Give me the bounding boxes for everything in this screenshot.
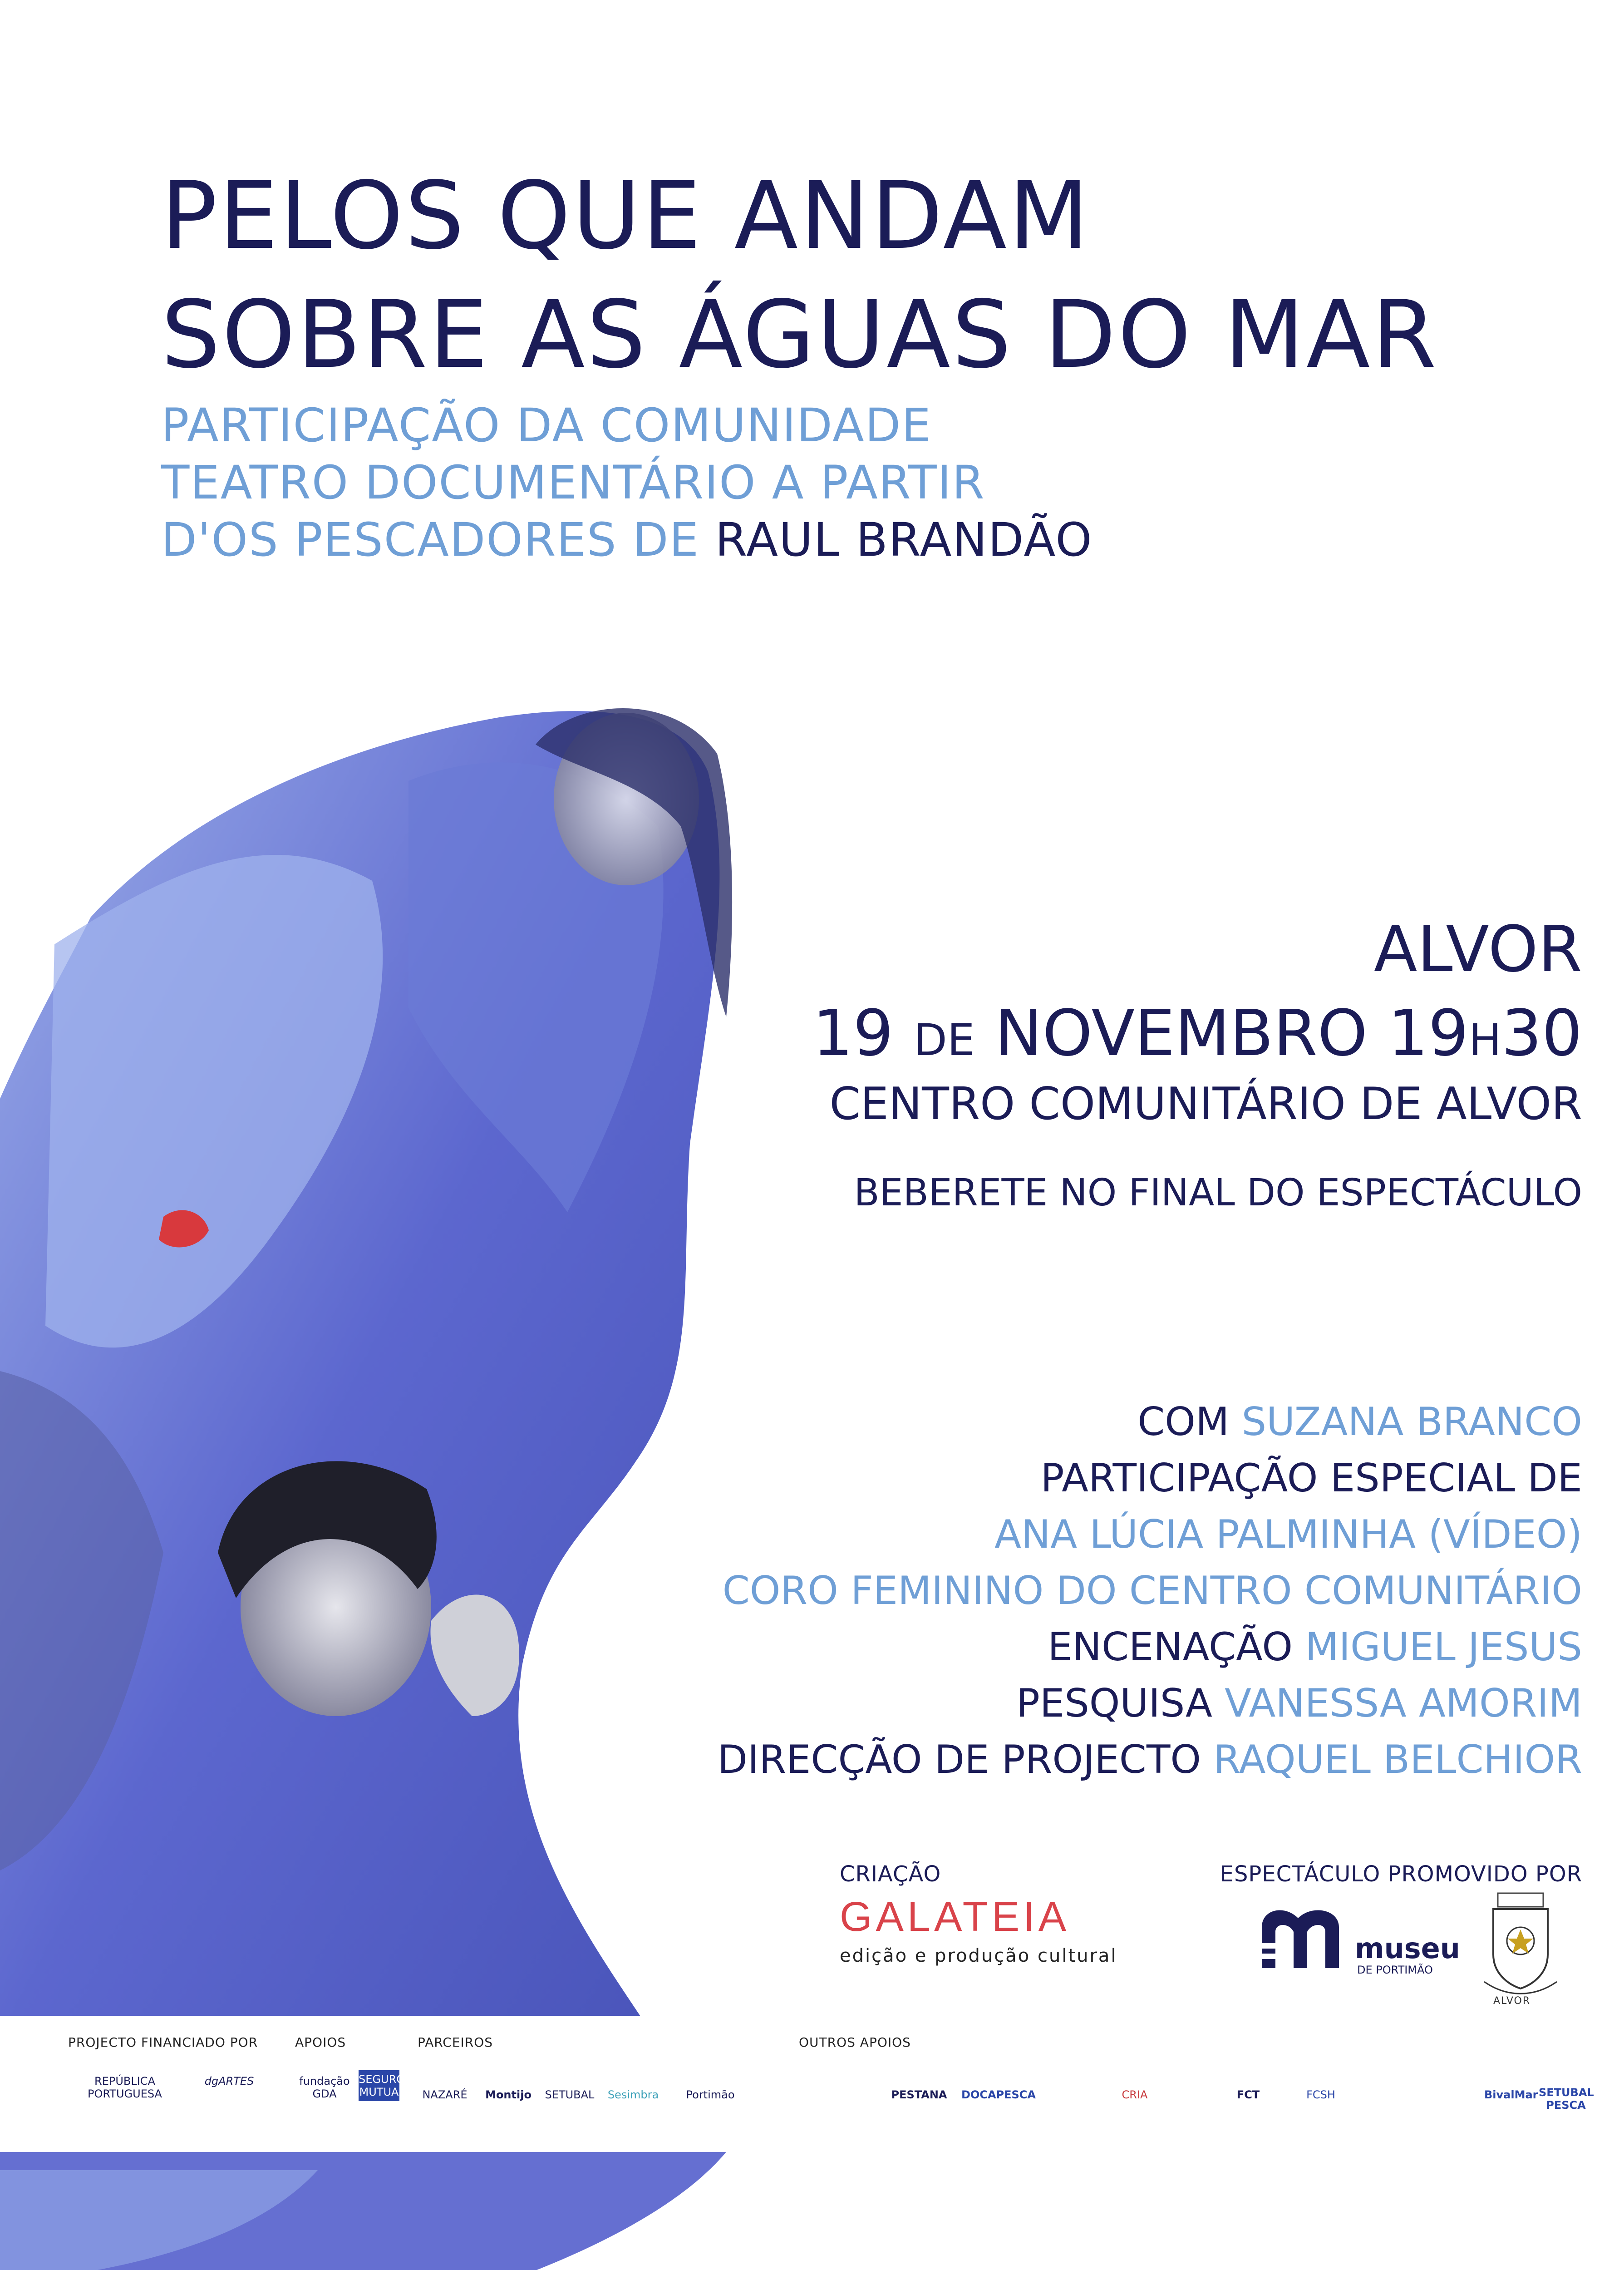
author-name: RAUL BRANDÃO	[715, 513, 1093, 567]
promoted-label: ESPECTÁCULO PROMOVIDO POR	[1220, 1861, 1582, 1887]
event-day: 19	[812, 997, 894, 1071]
event-hour: 19	[1388, 997, 1469, 1071]
cria-logo: CRIA	[1122, 2088, 1148, 2101]
event-de: DE	[913, 1015, 975, 1066]
fcsh-logo: FCSH	[1306, 2088, 1335, 2101]
setubal-logo: SETUBAL	[545, 2088, 595, 2101]
museum-logo-icon	[1257, 1900, 1348, 1973]
project-label: DIRECÇÃO DE PROJECTO	[717, 1737, 1201, 1782]
galateia-tagline: edição e produção cultural	[840, 1945, 1117, 1966]
partners-label: PARCEIROS	[418, 2035, 493, 2050]
dgartes-logo: dgARTES	[204, 2075, 254, 2087]
cast-name: SUZANA BRANCO	[1241, 1399, 1582, 1445]
credit-project	[718, 1732, 1582, 1788]
event-h: H	[1468, 1015, 1501, 1066]
sesimbra-logo: Sesimbra	[607, 2088, 659, 2101]
other-support-label: OUTROS APOIOS	[799, 2035, 911, 2050]
poster-subtitle	[161, 397, 1093, 569]
alvor-crest-icon	[1475, 1891, 1566, 2000]
supports-label: APOIOS	[295, 2035, 346, 2050]
title-line-2: SOBRE AS ÁGUAS DO MAR	[161, 281, 1438, 389]
cast-label: COM	[1137, 1399, 1230, 1445]
museum-sub: DE PORTIMÃO	[1357, 1964, 1433, 1976]
creation-label: CRIAÇÃO	[840, 1861, 941, 1887]
galateia-logo: GALATEIA	[840, 1894, 1070, 1940]
republica-logo: REPÚBLICA PORTUGUESA	[88, 2075, 162, 2100]
gda-logo: fundação GDA	[299, 2075, 350, 2100]
direction-name: MIGUEL JESUS	[1305, 1624, 1582, 1670]
credits-block	[718, 1394, 1582, 1788]
event-place: ALVOR	[1373, 913, 1582, 987]
crest-label: ALVOR	[1493, 1995, 1531, 2007]
docapesca-logo: DOCAPESCA	[961, 2088, 1036, 2101]
event-date	[812, 997, 1582, 1071]
bivalmar-logo: BivalMar	[1484, 2088, 1538, 2101]
setubal-pesca-logo: SETUBAL PESCA	[1539, 2086, 1594, 2112]
title-line-1: PELOS QUE ANDAM	[161, 162, 1091, 270]
fct-logo: FCT	[1236, 2088, 1260, 2101]
credit-research	[718, 1675, 1582, 1732]
subtitle-prefix: D'OS PESCADORES DE	[161, 513, 700, 567]
subtitle-line-2: TEATRO DOCUMENTÁRIO A PARTIR	[161, 456, 985, 510]
subtitle-line-1: PARTICIPAÇÃO DA COMUNIDADE	[161, 399, 932, 453]
event-note: BEBERETE NO FINAL DO ESPECTÁCULO	[854, 1171, 1582, 1214]
direction-label: ENCENAÇÃO	[1048, 1624, 1293, 1670]
credit-choir: CORO FEMININO DO CENTRO COMUNITÁRIO	[722, 1568, 1582, 1614]
poster-artwork-bottom	[0, 2152, 726, 2270]
credit-direction	[718, 1619, 1582, 1675]
credit-special-label: PARTICIPAÇÃO ESPECIAL DE	[1040, 1456, 1582, 1501]
montijo-logo: Montijo	[485, 2088, 531, 2101]
research-name: VANESSA AMORIM	[1225, 1681, 1582, 1726]
credit-special-name: ANA LÚCIA PALMINHA (VÍDEO)	[994, 1512, 1582, 1557]
portimao-logo: Portimão	[686, 2088, 735, 2101]
nazare-logo: NAZARÉ	[422, 2088, 468, 2101]
project-name: RAQUEL BELCHIOR	[1213, 1737, 1582, 1782]
event-minutes: 30	[1501, 997, 1582, 1071]
museum-name: museu	[1355, 1932, 1460, 1965]
research-label: PESQUISA	[1016, 1681, 1212, 1726]
credit-cast	[718, 1394, 1582, 1450]
event-venue: CENTRO COMUNITÁRIO DE ALVOR	[829, 1078, 1582, 1130]
pestana-logo: PESTANA	[891, 2088, 947, 2101]
mutua-logo: SEGUROS MUTUA	[359, 2070, 399, 2101]
poster-title	[161, 157, 1523, 395]
event-month: NOVEMBRO	[994, 997, 1368, 1071]
poster-artwork	[0, 690, 862, 2052]
subtitle-line-3	[161, 512, 1093, 569]
financed-label: PROJECTO FINANCIADO POR	[68, 2035, 258, 2050]
